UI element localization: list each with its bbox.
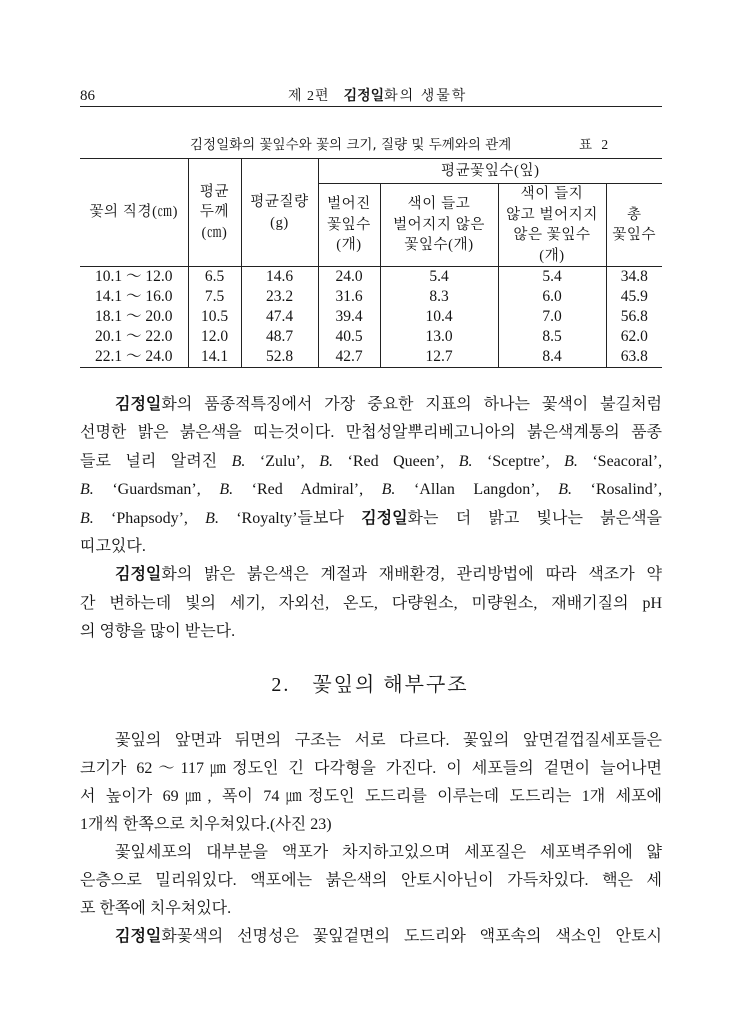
text-run: 화꽃색의 선명성은 꽃잎겉면의 도드리와 액포속의 색소인 안토시 (161, 928, 662, 945)
header-text: 않고 벌어지지 (506, 206, 598, 223)
cell-opened: 42.7 (318, 347, 380, 368)
header-text: 꽃잎수(개) (404, 237, 474, 254)
header-text: 두께 (199, 204, 230, 221)
genus-abbreviation: B. (564, 452, 578, 470)
section-number: 2. (271, 674, 291, 696)
cell-colored-unopened: 13.0 (380, 327, 498, 347)
petal-table (80, 158, 662, 368)
text-line (80, 505, 662, 533)
header-colored-unopened (380, 184, 498, 267)
header-uncolored-unopened (498, 184, 606, 267)
text-run: 꽃잎세포의 대부분을 액포가 차지하고있으며 세포질은 세포벽주위에 얇 (115, 844, 662, 861)
text-run: 1개씩 한쪽으로 치우쳐있다.(사진 23) (80, 816, 332, 833)
cultivar-name: ‘Guardsman’, (112, 481, 201, 499)
text-line (80, 783, 662, 811)
cell-total: 56.8 (606, 307, 662, 327)
cell-thickness: 10.5 (188, 307, 241, 327)
header-text: 색이 들고 (407, 196, 471, 213)
cell-total: 45.9 (606, 287, 662, 307)
text-line (80, 811, 662, 839)
page-number: 86 (80, 88, 95, 104)
header-text: 벌어지지 않은 (393, 216, 485, 233)
text-run: 크기가 62～117㎛정도인 긴 다각형을 가진다. 이 세포들의 겉면이 늘어나면 (80, 760, 662, 777)
header-text: (개) (336, 237, 362, 254)
text-line (80, 727, 662, 755)
table-row (80, 347, 662, 368)
cultivar-name: ‘Rosalind’, (590, 481, 663, 499)
text-line (80, 867, 662, 895)
emphasis-name: 김정일 (361, 509, 408, 527)
cultivar-name: ‘Phapsody’, (111, 509, 188, 527)
header-diameter (80, 159, 188, 267)
table-row (80, 287, 662, 307)
header-text: 평균꽃잎수(잎) (441, 162, 540, 179)
cell-colored-unopened: 10.4 (380, 307, 498, 327)
table-row (80, 307, 662, 327)
text-line (80, 561, 662, 589)
header-mass (241, 159, 318, 267)
part-label: 제 2편 (288, 89, 330, 104)
genus-abbreviation: B. (80, 481, 94, 499)
emphasis-name: 김정일 (115, 396, 162, 413)
genus-abbreviation: B. (558, 481, 572, 499)
text-run: 포 한쪽에 치우쳐있다. (80, 900, 232, 917)
cell-mass: 47.4 (241, 307, 318, 327)
header-text: 꽃잎수 (612, 227, 657, 243)
text-run: 띠고있다. (80, 538, 146, 556)
table-label: 표 2 (579, 137, 612, 152)
cell-total: 34.8 (606, 267, 662, 288)
paragraph-1 (80, 391, 662, 561)
cell-mass: 52.8 (241, 347, 318, 368)
text-run: 화의 품종적특징에서 가장 중요한 지표의 하나는 꽃색이 불길처럼 (161, 396, 662, 413)
cell-opened: 39.4 (318, 307, 380, 327)
genus-abbreviation: B. (219, 481, 234, 499)
text-run: 들로 널리 알려진 (80, 452, 218, 470)
cell-diameter: 10.1 ～ 12.0 (94, 268, 173, 285)
text-run: 간 변하는데 빛의 세기, 자외선, 온도, 다량원소, 미량원소, 재배기질의 pH (80, 594, 662, 612)
genus-abbreviation: B. (231, 452, 246, 470)
header-text: 색이 들지 (520, 186, 584, 202)
cell-thickness: 7.5 (188, 287, 241, 307)
running-title-rest: 화의 생물학 (384, 89, 468, 104)
text-line (80, 839, 662, 867)
header-text: 평균 (199, 183, 230, 200)
cultivar-name: ‘Zulu’, (259, 452, 305, 470)
cultivar-name: ‘Seacoral’, (592, 452, 663, 470)
table-caption: 김정일화의 꽃잎수와 꽃의 크기, 질량 및 두께와의 관계 (190, 137, 512, 153)
header-text: 않은 꽃잎수 (513, 227, 591, 243)
cultivar-name: ‘Sceptre’, (486, 452, 550, 470)
cultivar-name: ‘Allan Langdon’, (414, 481, 540, 499)
cell-diameter: 22.1 ～ 24.0 (80, 347, 188, 368)
text-run: 서 높이가 69㎛, 폭이 74㎛정도인 도드리를 이루는데 도드리는 1개 세포에 (80, 788, 662, 805)
text-run: 화의 밝은 붉은색은 계절과 재배환경, 관리방법에 따라 색조가 약 (161, 566, 662, 584)
cell-thickness: 6.5 (188, 267, 241, 288)
paragraph-4 (80, 839, 662, 923)
text-run: 꽃잎의 앞면과 뒤면의 구조는 서로 다르다. 꽃잎의 앞면겉껍질세포들은 (115, 732, 662, 749)
cell-mass: 48.7 (241, 327, 318, 347)
text-line (80, 755, 662, 783)
cultivar-name: ‘Royalty’ (236, 509, 298, 527)
cell-thickness: 12.0 (188, 327, 241, 347)
cell-colored-unopened: 8.3 (380, 287, 498, 307)
cell-total: 63.8 (606, 347, 662, 368)
header-rule (80, 106, 662, 107)
header-text: 벌어진 (327, 196, 371, 213)
header-text: (㎝) (201, 224, 228, 241)
paragraph-3 (80, 727, 662, 839)
header-text: (개) (539, 247, 565, 264)
section-heading (0, 671, 740, 699)
text-line (80, 923, 662, 951)
table-row (80, 267, 662, 288)
cell-mass: 23.2 (241, 287, 318, 307)
genus-abbreviation: B. (319, 452, 334, 470)
paragraph-5 (80, 923, 662, 951)
cell-colored-unopened: 12.7 (380, 347, 498, 368)
text-block-lower (80, 727, 662, 951)
text-block-upper (80, 391, 662, 647)
text-line (80, 419, 662, 447)
cell-diameter: 18.1 ～ 20.0 (94, 308, 173, 325)
header-text: 총 (626, 206, 642, 223)
genus-abbreviation: B. (381, 481, 396, 499)
running-title (288, 87, 467, 107)
cell-uncolored-unopened: 8.5 (498, 327, 606, 347)
cell-opened: 40.5 (318, 327, 380, 347)
genus-abbreviation: B. (458, 452, 473, 470)
cell-mass: 14.6 (241, 267, 318, 288)
genus-abbreviation: B. (80, 509, 94, 527)
header-thickness (188, 159, 241, 267)
header-text: (g) (270, 214, 289, 231)
header-opened (318, 184, 380, 267)
cell-total: 62.0 (606, 327, 662, 347)
text-run: 의 영향을 많이 받는다. (80, 623, 236, 641)
table-header-row (80, 159, 662, 184)
text-line (80, 391, 662, 419)
cultivar-name: ‘Red Admiral’, (251, 481, 364, 499)
section-title: 꽃잎의 해부구조 (312, 674, 469, 696)
genus-abbreviation: B. (205, 509, 219, 527)
text-line (80, 476, 662, 504)
text-line (80, 618, 662, 646)
paragraph-2 (80, 561, 662, 646)
cell-uncolored-unopened: 7.0 (498, 307, 606, 327)
text-line (80, 590, 662, 618)
cell-colored-unopened: 5.4 (380, 267, 498, 288)
cell-opened: 31.6 (318, 287, 380, 307)
emphasis-name: 김정일 (115, 566, 162, 584)
text-run: 은층으로 밀리워있다. 액포에는 붉은색의 안토시아닌이 가득차있다. 핵은 세 (80, 872, 662, 889)
running-title-bold: 김정일 (343, 89, 385, 104)
text-run: 화는 더 밝고 빛나는 붉은색을 (407, 509, 662, 527)
cell-uncolored-unopened: 6.0 (498, 287, 606, 307)
text-line (80, 533, 662, 561)
header-text: 꽃잎수 (327, 216, 371, 233)
cell-uncolored-unopened: 5.4 (498, 267, 606, 288)
cell-uncolored-unopened: 8.4 (498, 347, 606, 368)
cell-diameter: 20.1 ～ 22.0 (94, 328, 173, 345)
text-run: 선명한 밝은 붉은색을 띠는것이다. 만첩성알뿌리베고니아의 붉은색계통의 품종 (80, 424, 662, 442)
header-total (606, 184, 662, 267)
emphasis-name: 김정일 (115, 928, 162, 945)
cultivar-name: ‘Red Queen’, (347, 452, 445, 470)
header-text: 평균질량 (250, 194, 309, 210)
cell-thickness: 14.1 (188, 347, 241, 368)
text-line (80, 448, 662, 476)
cell-opened: 24.0 (318, 267, 380, 288)
cell-diameter: 14.1 ～ 16.0 (94, 288, 173, 305)
table-row (80, 327, 662, 347)
text-line (80, 895, 662, 923)
header-text: 꽃의 직경(㎝) (89, 204, 179, 221)
text-run: 들보다 (297, 509, 344, 527)
header-petal-group (318, 159, 662, 184)
